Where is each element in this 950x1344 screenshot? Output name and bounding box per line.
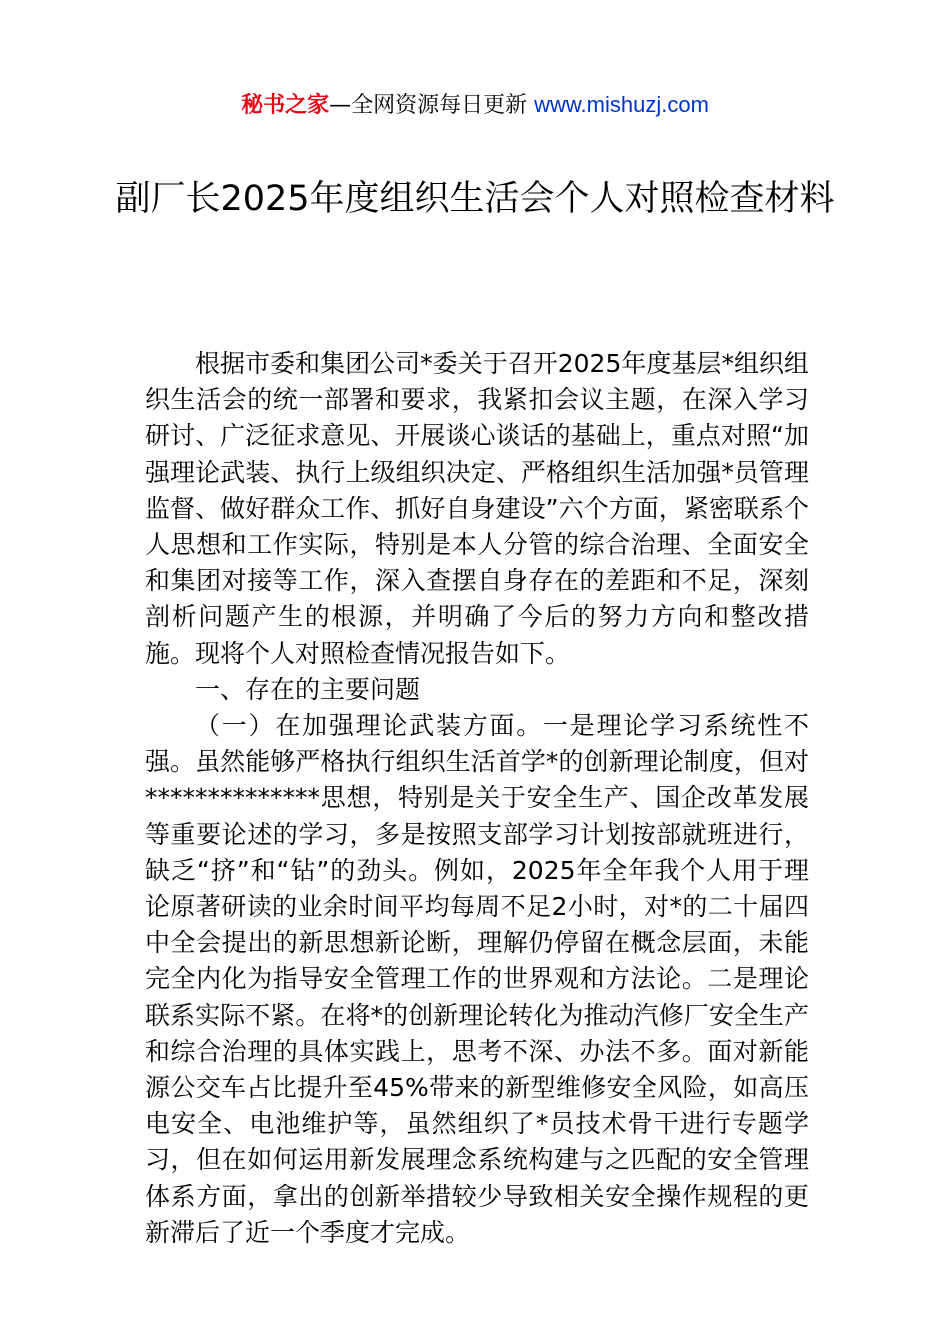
site-header xyxy=(0,88,950,123)
site-url-link[interactable]: www.mishuzj.com xyxy=(534,92,709,117)
document-body xyxy=(145,346,809,1251)
intro-paragraph: 根据市委和集团公司*委关于召开2025年度基层*组织组织生活会的统一部署和要求，我紧扣会议主题，在深入学习研讨、广泛征求意见、开展谈心谈话的基础上，重点对照“加强理论武装、执行上级组织决定、严格组织生活加强*员管理监督、做好群众工作、抓好自身建设”六个方面，紧密联系个人思想和工作实际，特别是本人分管的综合治理、全面安全和集团对接等工作，深入查摆自身存在的差距和不足，深刻剖析问题产生的根源，并明确了今后的努力方向和整改措施。现将个人对照检查情况报告如下。 xyxy=(145,349,809,668)
site-tagline: —全网资源每日更新 xyxy=(329,93,535,118)
section-heading: 一、存在的主要问题 xyxy=(195,674,421,704)
document-title: 副厂长2025年度组织生活会个人对照检查材料 xyxy=(115,179,835,219)
site-brand: 秘书之家 xyxy=(241,93,330,118)
body-paragraph: （一）在加强理论武装方面。一是理论学习系统性不强。虽然能够严格执行组织生活首学*的创新理论制度，但对**************思想，特别是关于安全生产、国企改革发展等重要论述的学习，多是按照支部学习计划按部就班进行，缺乏“挤”和“钻”的劲头。例如，2025年全年我个人用于理论原著研读的业余时间平均每周不足2小时，对*的二十届四中全会提出的新思想新论断，理解仍停留在概念层面，未能完全内化为指导安全管理工作的世界观和方法论。二是理论联系实际不紧。在将*的创新理论转化为推动汽修厂安全生产和综合治理的具体实践上，思考不深、办法不多。面对新能源公交车占比提升至45%带来的新型维修安全风险，如高压电安全、电池维护等，虽然组织了*员技术骨干进行专题学习，但在如何运用新发展理念系统构建与之匹配的安全管理体系方面，拿出的创新举措较少导致相关安全操作规程的更新滞后了近一个季度才完成。 xyxy=(145,711,809,1247)
